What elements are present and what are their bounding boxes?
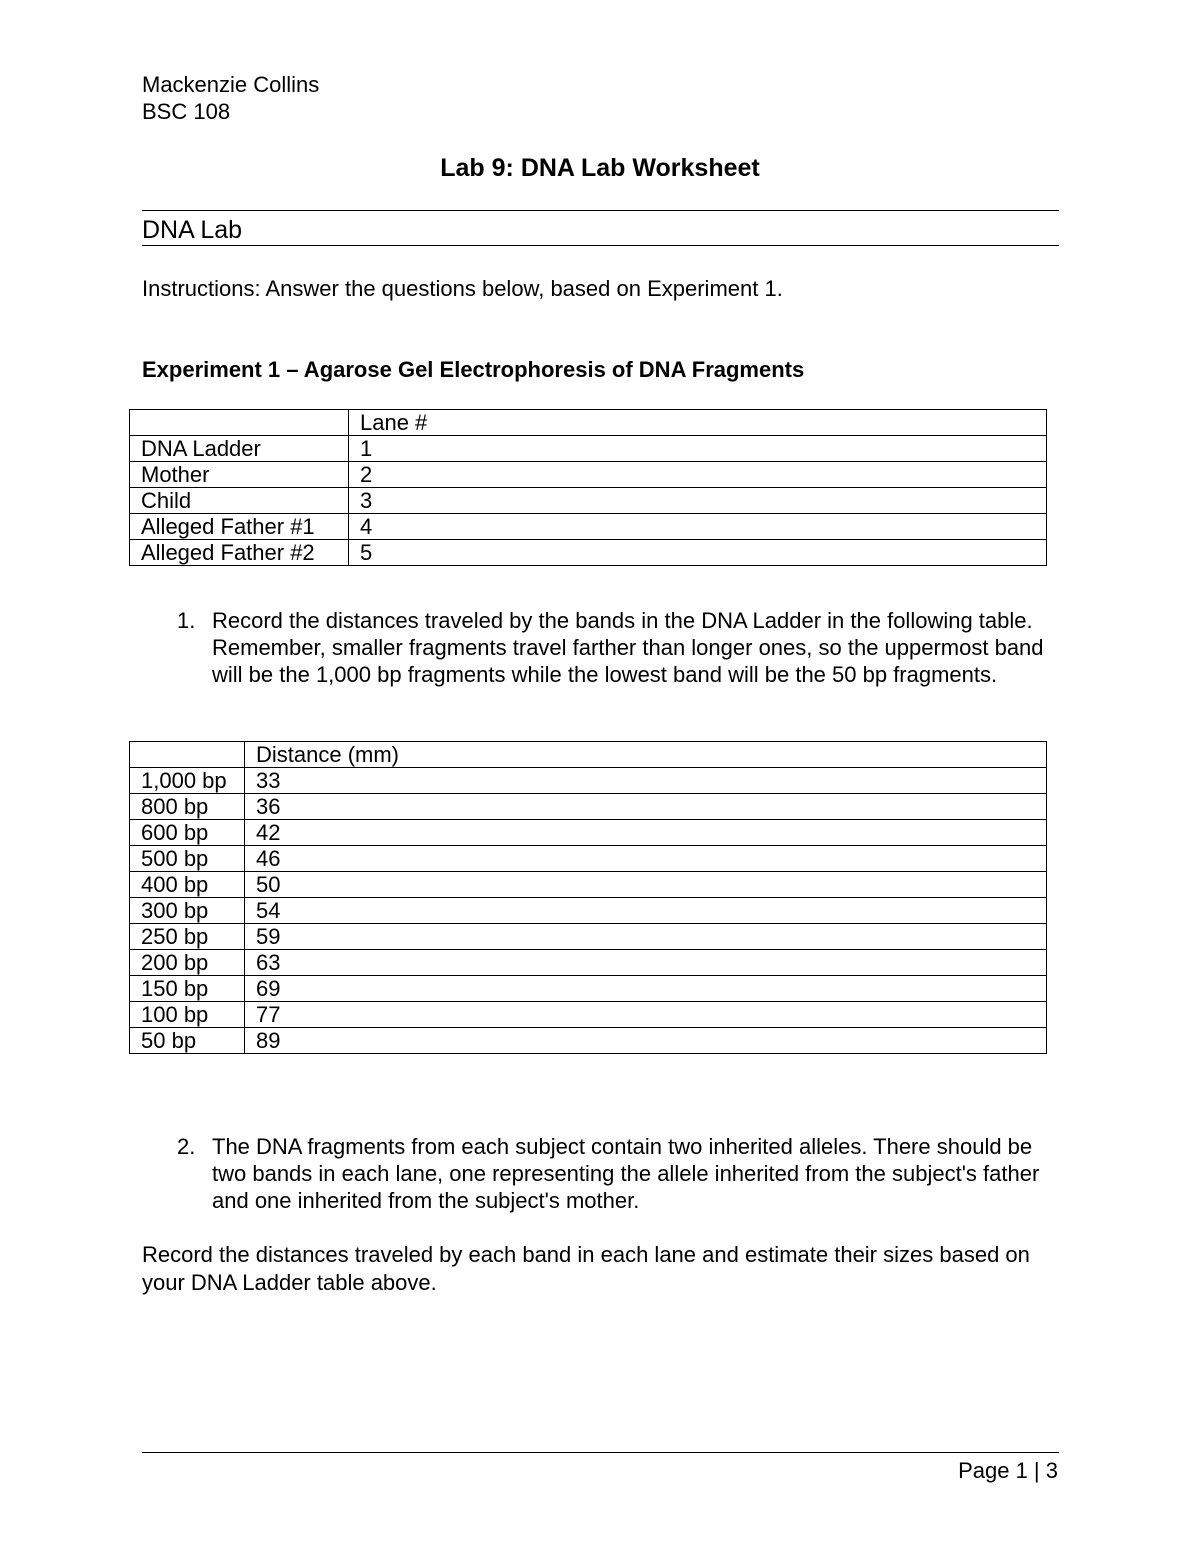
section-title: DNA Lab: [142, 216, 243, 244]
ladder-row: [130, 794, 1047, 820]
value-cell: 63: [245, 950, 1047, 976]
experiment-title: Experiment 1 – Agarose Gel Electrophoresis of DNA Fragments: [142, 357, 805, 382]
value-cell: 4: [349, 514, 1047, 540]
question-2-text: The DNA fragments from each subject contain two inherited alleles. There should be two bands in each lane, one representing the allele inherited from the subject's father and one inherited from the subject's mother.: [212, 1134, 1040, 1213]
value-cell: 1: [349, 436, 1047, 462]
value-cell: 69: [245, 976, 1047, 1002]
ladder-row: [130, 768, 1047, 794]
row-label-cell: 300 bp: [130, 898, 245, 924]
section-rule-top: [142, 210, 1059, 211]
ladder-row: [130, 1028, 1047, 1054]
question-1-text: Record the distances traveled by the bands in the DNA Ladder in the following table. Remember, smaller fragments travel farther than longer ones, so the uppermost band will be the 1,000 bp fragments while the lowest band will be the 50 bp fragments.: [212, 608, 1044, 687]
value-cell: 77: [245, 1002, 1047, 1028]
page-number: Page 1 | 3: [958, 1458, 1058, 1483]
row-label-cell: 600 bp: [130, 820, 245, 846]
row-label-cell: 1,000 bp: [130, 768, 245, 794]
row-label-cell: 400 bp: [130, 872, 245, 898]
footer-rule: [142, 1452, 1059, 1453]
header-cell: Lane #: [349, 410, 1047, 436]
row-label-cell: Alleged Father #1: [130, 514, 349, 540]
row-label-cell: Alleged Father #2: [130, 540, 349, 566]
value-cell: 3: [349, 488, 1047, 514]
value-cell: 59: [245, 924, 1047, 950]
page-title: Lab 9: DNA Lab Worksheet: [440, 154, 760, 182]
lane-row: [130, 540, 1047, 566]
record-instructions: Record the distances traveled by each band in each lane and estimate their sizes based on your DNA Ladder table above.: [142, 1242, 1030, 1295]
value-cell: 33: [245, 768, 1047, 794]
header-cell: [130, 410, 349, 436]
ladder-row: [130, 1002, 1047, 1028]
ladder-row: [130, 924, 1047, 950]
value-cell: 54: [245, 898, 1047, 924]
value-cell: 46: [245, 846, 1047, 872]
row-label-cell: 100 bp: [130, 1002, 245, 1028]
value-cell: 2: [349, 462, 1047, 488]
header-cell: [130, 742, 245, 768]
lane-row: [130, 514, 1047, 540]
course-code: BSC 108: [142, 99, 231, 124]
header-cell: Distance (mm): [245, 742, 1047, 768]
value-cell: 42: [245, 820, 1047, 846]
value-cell: 36: [245, 794, 1047, 820]
author-name: Mackenzie Collins: [142, 72, 320, 97]
row-label-cell: Mother: [130, 462, 349, 488]
lane-row-header: [130, 410, 1047, 436]
value-cell: 50: [245, 872, 1047, 898]
instructions-text: Instructions: Answer the questions below, based on Experiment 1.: [142, 276, 783, 301]
row-label-cell: 200 bp: [130, 950, 245, 976]
row-label-cell: 800 bp: [130, 794, 245, 820]
value-cell: 5: [349, 540, 1047, 566]
question-2-number: 2.: [177, 1134, 196, 1159]
ladder-row: [130, 820, 1047, 846]
row-label-cell: 50 bp: [130, 1028, 245, 1054]
row-label-cell: 150 bp: [130, 976, 245, 1002]
ladder-row: [130, 976, 1047, 1002]
section-rule-bottom: [142, 245, 1059, 246]
ladder-table: [129, 741, 1047, 1054]
ladder-row: [130, 872, 1047, 898]
lane-row: [130, 488, 1047, 514]
lane-row: [130, 436, 1047, 462]
lane-row: [130, 462, 1047, 488]
row-label-cell: DNA Ladder: [130, 436, 349, 462]
question-1-number: 1.: [177, 608, 196, 633]
ladder-row: [130, 950, 1047, 976]
value-cell: 89: [245, 1028, 1047, 1054]
row-label-cell: 500 bp: [130, 846, 245, 872]
ladder-row: [130, 846, 1047, 872]
ladder-row: [130, 898, 1047, 924]
row-label-cell: 250 bp: [130, 924, 245, 950]
row-label-cell: Child: [130, 488, 349, 514]
lane-table: [129, 409, 1047, 566]
ladder-row-header: [130, 742, 1047, 768]
